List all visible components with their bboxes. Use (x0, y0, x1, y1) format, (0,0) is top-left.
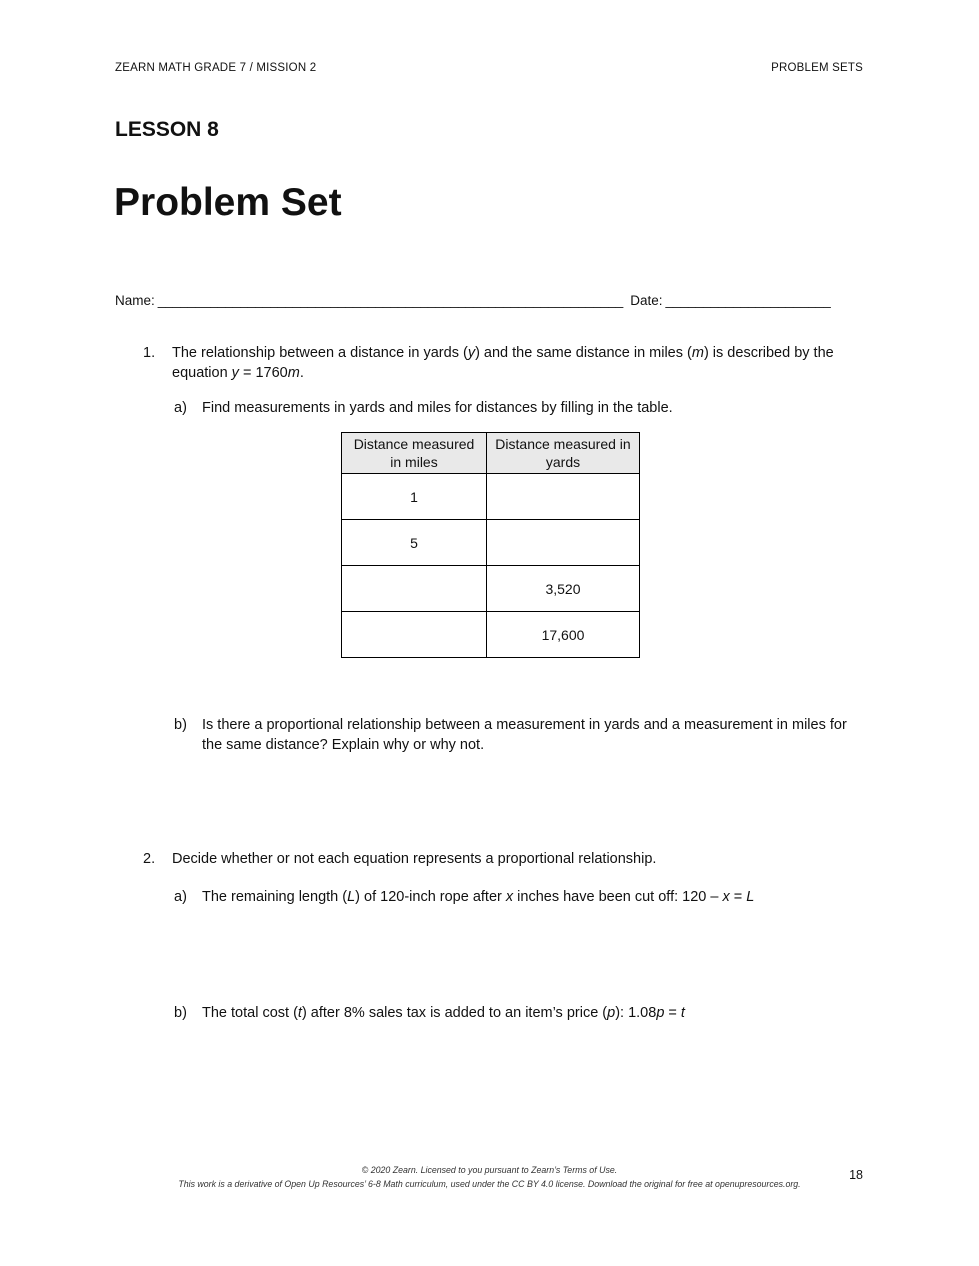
variable-text: y (467, 345, 476, 361)
table-cell (487, 474, 640, 520)
problem-2a (174, 888, 864, 908)
footer-copyright-line: © 2020 Zearn. Licensed to you pursuant to Zearn’s Terms of Use. (361, 1165, 618, 1175)
table-cell (342, 566, 487, 612)
problem-2b (174, 1004, 864, 1024)
table-body (342, 474, 640, 658)
problem-1-number: 1. (143, 345, 156, 361)
problem-2-text: Decide whether or not each equation represents a proportional relationship. (172, 851, 657, 867)
variable-text: t (297, 1005, 302, 1021)
table-row (342, 566, 640, 612)
date-label: Date: (630, 293, 663, 308)
table-cell: 5 (342, 520, 487, 566)
plain-text: The remaining length ( (202, 889, 348, 905)
table-header-yards: Distance measured in yards (487, 433, 640, 474)
table-cell: 3,520 (487, 566, 640, 612)
variable-text: t (680, 1005, 685, 1021)
table-cell (487, 520, 640, 566)
header-section-label: PROBLEM SETS (771, 62, 863, 74)
variable-text: x (722, 889, 730, 905)
variable-text: p (656, 1005, 665, 1021)
problem-2 (143, 850, 862, 870)
lesson-label: LESSON 8 (115, 118, 219, 141)
problem-1-text (172, 344, 862, 383)
plain-text: = (729, 889, 747, 905)
table-cell (342, 612, 487, 658)
plain-text: = 1760 (238, 364, 288, 381)
variable-text: m (287, 364, 300, 381)
table-cell: 17,600 (487, 612, 640, 658)
table-row (342, 474, 640, 520)
plain-text: inches have been cut off: 120 – (513, 889, 723, 905)
problem-2a-text (202, 888, 864, 908)
problem-1a-text: Find measurements in yards and miles for distances by filling in the table. (202, 400, 673, 416)
plain-text: ) is described by the equation (172, 345, 834, 381)
plain-text: The total cost ( (202, 1005, 298, 1021)
page-footer (0, 1164, 979, 1191)
plain-text: . (299, 364, 304, 381)
problem-2a-label: a) (174, 889, 187, 905)
problem-1b (174, 716, 864, 755)
problem-1a (174, 399, 864, 419)
table-header-miles: Distance measured in miles (342, 433, 487, 474)
table-row (342, 520, 640, 566)
date-blank-line: ______________________ (665, 293, 831, 308)
problem-2-number: 2. (143, 851, 156, 867)
table-row (342, 612, 640, 658)
plain-text: ) after 8% sales tax is added to an item’s price ( (301, 1005, 608, 1021)
variable-text: L (746, 889, 755, 905)
problem-1 (143, 344, 862, 383)
problem-1b-text: Is there a proportional relationship between a measurement in yards and a measurement in miles for the same distance? Explain why or why not. (202, 717, 847, 753)
name-blank-line: ______________________________________________________________ (157, 293, 624, 308)
variable-text: m (691, 345, 704, 361)
page-header (115, 62, 863, 74)
plain-text: ): 1.08 (615, 1005, 657, 1021)
table-cell: 1 (342, 474, 487, 520)
plain-text: The relationship between a distance in yards ( (172, 345, 468, 361)
variable-text: p (607, 1005, 616, 1021)
name-label: Name: (115, 293, 155, 308)
problem-2b-text (202, 1004, 864, 1024)
problem-1b-label: b) (174, 717, 187, 733)
name-date-line (115, 293, 831, 308)
plain-text: = (664, 1005, 681, 1021)
variable-text: y (231, 364, 239, 381)
problem-1a-label: a) (174, 400, 187, 416)
page-title: Problem Set (114, 181, 342, 224)
problem-2b-label: b) (174, 1005, 187, 1021)
footer-license-line: This work is a derivative of Open Up Resources’ 6-8 Math curriculum, used under the CC BY 4.0 license. Download the original for free at openupresources.org. (178, 1178, 801, 1189)
plain-text: ) and the same distance in miles ( (475, 345, 692, 361)
table-header-row (342, 433, 640, 474)
header-course-label: ZEARN MATH GRADE 7 / MISSION 2 (115, 62, 317, 74)
variable-text: x (505, 889, 514, 905)
variable-text: L (347, 889, 356, 905)
miles-yards-table (341, 432, 640, 658)
plain-text: ) of 120-inch rope after (355, 889, 506, 905)
page-number: 18 (849, 1168, 863, 1182)
